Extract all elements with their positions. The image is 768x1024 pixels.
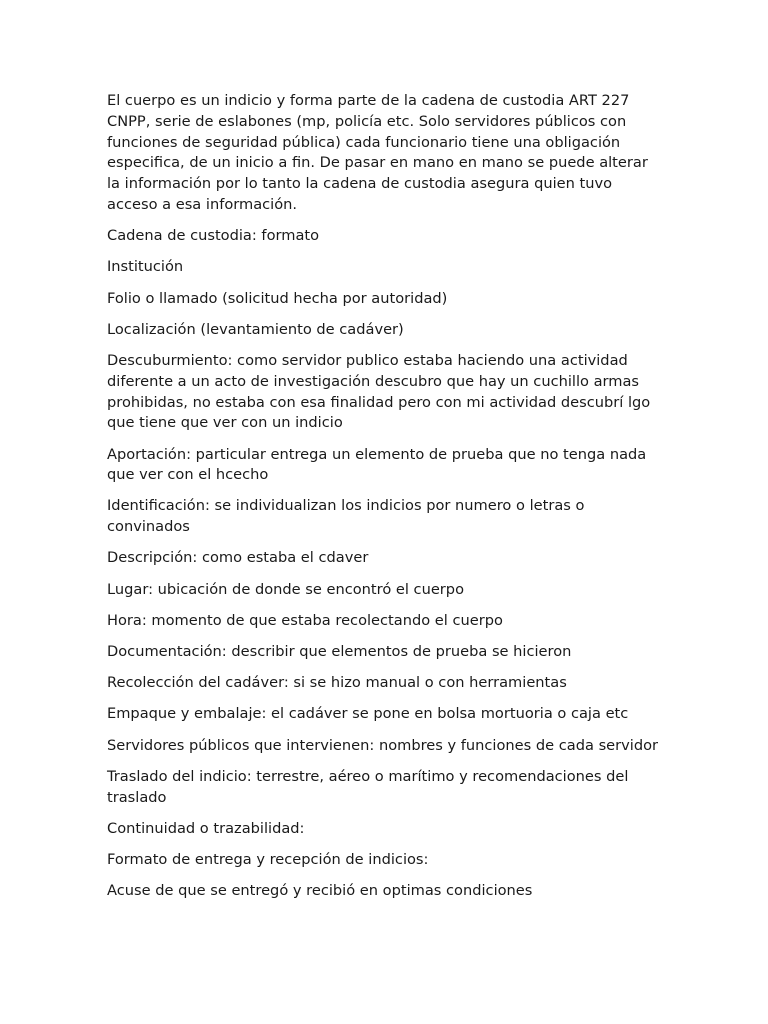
paragraph-traslado: Traslado del indicio: terrestre, aéreo o marítimo y recomendaciones del traslado [107, 767, 629, 806]
paragraph-aportacion: Aportación: particular entrega un elemento de prueba que no tenga nada que ver con el hcecho [107, 445, 647, 484]
paragraph-lugar: Lugar: ubicación de donde se encontró el cuerpo [107, 580, 464, 598]
document-page [107, 91, 662, 912]
paragraph-servidores: Servidores públicos que intervienen: nombres y funciones de cada servidor [107, 736, 659, 754]
paragraph-intro: El cuerpo es un indicio y forma parte de la cadena de custodia ART 227 CNPP, serie de eslabones (mp, policía etc. Solo servidores públicos con funciones de seguridad pública) cada funcionario tiene una obligación especifica, de un inicio a fin. De pasar en mano en mano se puede alterar la información por lo tanto la cadena de custodia asegura quien tuvo acceso a esa información. [107, 92, 648, 213]
paragraph-institucion: Institución [107, 258, 184, 276]
paragraph-descripcion: Descripción: como estaba el cdaver [107, 549, 369, 567]
paragraph-localizacion: Localización (levantamiento de cadáver) [107, 320, 404, 338]
paragraph-identificacion: Identificación: se individualizan los indicios por numero o letras o convinados [107, 497, 585, 536]
paragraph-formato-entrega: Formato de entrega y recepción de indicios: [107, 850, 429, 868]
paragraph-empaque: Empaque y embalaje: el cadáver se pone en bolsa mortuoria o caja etc [107, 705, 629, 723]
paragraph-continuidad: Continuidad o trazabilidad: [107, 819, 305, 837]
paragraph-hora: Hora: momento de que estaba recolectando el cuerpo [107, 611, 503, 629]
paragraph-documentacion: Documentación: describir que elementos de prueba se hicieron [107, 643, 572, 661]
paragraph-cadena-formato: Cadena de custodia: formato [107, 227, 320, 245]
paragraph-folio: Folio o llamado (solicitud hecha por autoridad) [107, 289, 448, 307]
paragraph-recoleccion: Recolección del cadáver: si se hizo manual o con herramientas [107, 674, 567, 692]
paragraph-descubrimiento: Descuburmiento: como servidor publico estaba haciendo una actividad diferente a un acto de investigación descubro que hay un cuchillo armas prohibidas, no estaba con esa finalidad pero con mi actividad descubrí lgo que tiene que ver con un indicio [107, 351, 651, 432]
paragraph-acuse: Acuse de que se entregó y recibió en optimas condiciones [107, 882, 533, 900]
